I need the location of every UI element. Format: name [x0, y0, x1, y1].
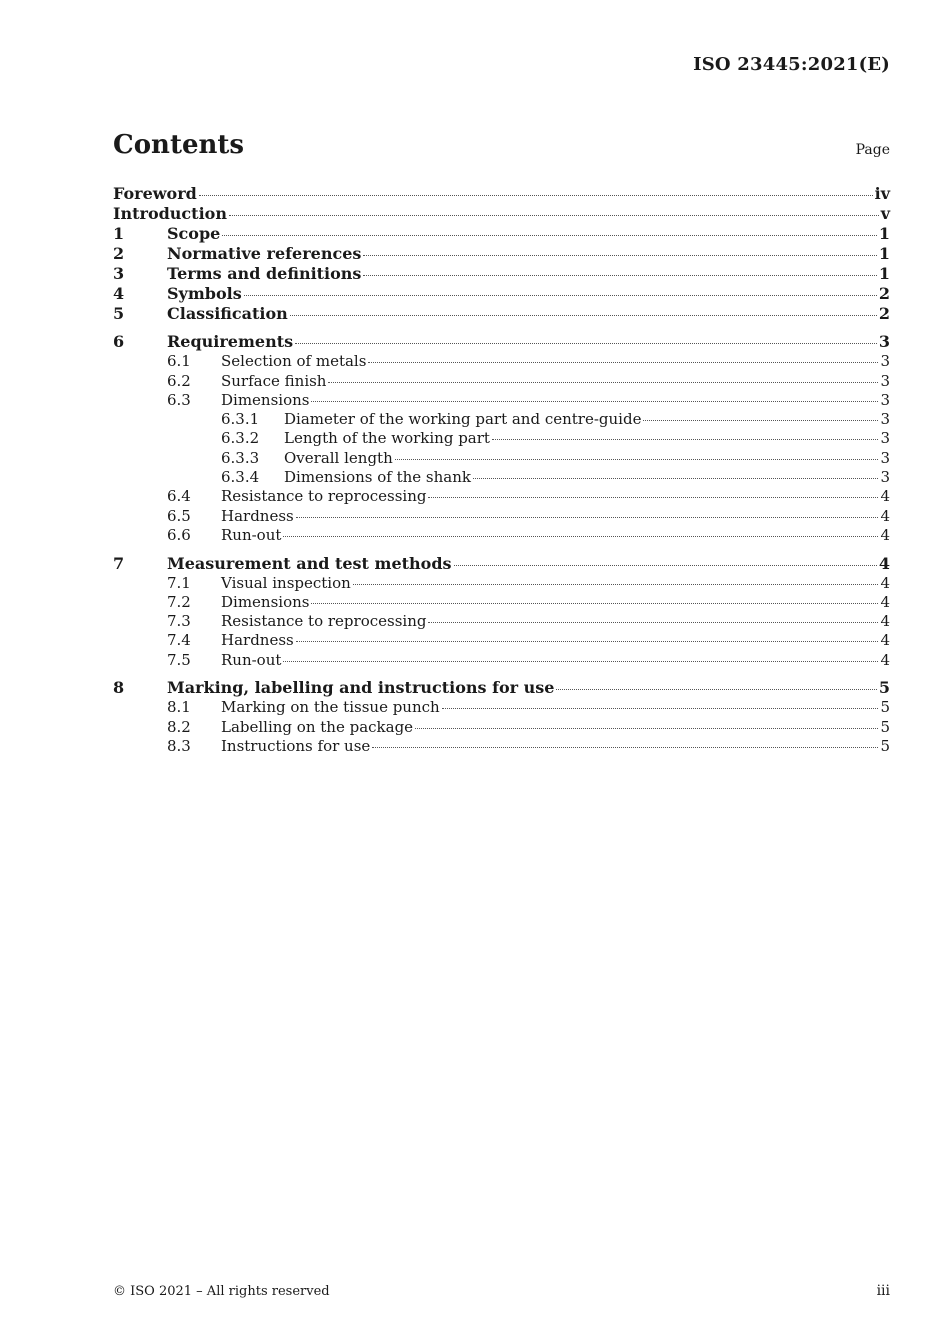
dot-leader	[643, 420, 878, 421]
dot-leader	[353, 584, 879, 585]
toc-entry[interactable]	[113, 651, 890, 670]
toc-entry[interactable]	[113, 264, 890, 284]
toc-entry-number: 6.3.2	[221, 429, 260, 448]
toc-entry-page: 3	[880, 468, 890, 487]
toc-entry-page: 3	[880, 352, 890, 371]
toc-entry-page: 2	[878, 304, 890, 323]
toc-entry-page: 3	[878, 332, 890, 352]
toc-entry-page: 5	[878, 678, 890, 698]
toc-entry-number: 7.3	[167, 612, 191, 631]
dot-leader	[473, 478, 878, 479]
dot-leader	[556, 689, 876, 690]
toc-entry-page: 4	[880, 650, 890, 669]
toc-entry[interactable]	[113, 332, 890, 352]
toc-entry-page: 5	[880, 736, 890, 755]
dot-leader	[368, 362, 878, 363]
toc-entry[interactable]	[113, 678, 890, 698]
dot-leader	[283, 536, 878, 537]
dot-leader	[395, 459, 879, 460]
toc-entry[interactable]	[113, 304, 890, 324]
toc-entry-title: Hardness	[221, 506, 294, 525]
toc-entry-number: 8.3	[167, 736, 191, 755]
toc-entry-number: 6.2	[167, 371, 191, 390]
toc-entry[interactable]	[113, 184, 890, 204]
toc-entry[interactable]	[113, 352, 890, 371]
toc-entry-title: Instructions for use	[221, 736, 371, 755]
dot-leader	[296, 641, 879, 642]
toc-entry-title: Terms and definitions	[167, 264, 362, 283]
dot-leader	[283, 661, 878, 662]
toc-entry-number: 1	[113, 224, 125, 243]
toc-entry-title: Scope	[167, 224, 221, 243]
toc-entry-number: 6.4	[167, 487, 191, 506]
toc-entry-page: 4	[880, 525, 890, 544]
toc-entry-title: Symbols	[167, 284, 242, 303]
toc-entry[interactable]	[113, 737, 890, 756]
toc-entry-title: Length of the working part	[284, 429, 490, 448]
page-number: iii	[876, 1283, 890, 1299]
toc-entry-page: 3	[880, 448, 890, 467]
toc-entry[interactable]	[113, 224, 890, 244]
toc-entry[interactable]	[113, 554, 890, 574]
toc-entry-title: Diameter of the working part and centre-guide	[284, 410, 642, 429]
toc-entry[interactable]	[113, 631, 890, 650]
toc-entry-title: Resistance to reprocessing	[221, 487, 427, 506]
dot-leader	[442, 708, 879, 709]
dot-leader	[311, 401, 878, 402]
toc-entry[interactable]	[113, 244, 890, 264]
toc-entry[interactable]	[113, 574, 890, 593]
toc-entry[interactable]	[113, 204, 890, 224]
toc-entry-number: 6.3.1	[221, 410, 260, 429]
toc-entry-page: iv	[874, 184, 890, 203]
table-of-contents	[113, 184, 890, 756]
page-title: Contents	[113, 130, 245, 160]
toc-entry-title: Marking, labelling and instructions for use	[167, 678, 555, 698]
toc-entry-title: Run-out	[221, 525, 282, 544]
toc-entry-title: Classification	[167, 304, 288, 323]
toc-entry[interactable]	[113, 449, 890, 468]
toc-entry-number: 7.2	[167, 592, 191, 611]
toc-entry[interactable]	[113, 284, 890, 304]
toc-entry-number: 6.3	[167, 390, 191, 409]
page-column-label: Page	[855, 142, 890, 158]
toc-entry-page: 3	[880, 410, 890, 429]
copyright-notice: © ISO 2021 – All rights reserved	[113, 1284, 330, 1299]
toc-entry[interactable]	[113, 698, 890, 717]
toc-entry-number: 4	[113, 284, 125, 303]
toc-entry-page: 4	[880, 506, 890, 525]
toc-entry-page: 5	[880, 698, 890, 717]
toc-entry-number: 6.5	[167, 506, 191, 525]
dot-leader	[229, 215, 879, 216]
toc-entry-page: 4	[880, 573, 890, 592]
toc-entry[interactable]	[113, 612, 890, 631]
toc-entry-title: Resistance to reprocessing	[221, 612, 427, 631]
toc-entry-title: Visual inspection	[221, 573, 351, 592]
toc-entry[interactable]	[113, 487, 890, 506]
toc-entry-number: 3	[113, 264, 125, 283]
toc-entry-title: Measurement and test methods	[167, 553, 452, 573]
toc-entry-title: Surface finish	[221, 371, 327, 390]
toc-entry-title: Normative references	[167, 244, 362, 263]
document-id: ISO 23445:2021(E)	[693, 54, 890, 75]
dot-leader	[290, 315, 877, 316]
toc-entry-page: 4	[880, 612, 890, 631]
dot-leader	[295, 343, 877, 344]
dot-leader	[363, 275, 876, 276]
toc-entry[interactable]	[113, 526, 890, 545]
dot-leader	[328, 382, 878, 383]
toc-entry-page: 4	[880, 487, 890, 506]
toc-entry-title: Dimensions	[221, 390, 310, 409]
toc-entry-number: 7.4	[167, 631, 191, 650]
toc-entry-page: 1	[878, 264, 890, 283]
toc-entry[interactable]	[113, 410, 890, 429]
toc-entry-number: 2	[113, 244, 125, 263]
toc-entry-title: Overall length	[284, 448, 393, 467]
toc-entry-title: Hardness	[221, 631, 294, 650]
toc-entry[interactable]	[113, 468, 890, 487]
dot-leader	[363, 255, 876, 256]
toc-entry-title: Foreword	[113, 184, 197, 203]
dot-leader	[244, 295, 877, 296]
toc-entry[interactable]	[113, 718, 890, 737]
dot-leader	[492, 439, 879, 440]
toc-entry-number: 5	[113, 304, 125, 323]
toc-entry-page: 4	[880, 631, 890, 650]
toc-entry-page: 3	[880, 429, 890, 448]
toc-entry[interactable]	[113, 372, 890, 391]
dot-leader	[199, 195, 873, 196]
toc-entry-title: Introduction	[113, 204, 227, 223]
toc-entry-number: 6.6	[167, 525, 191, 544]
dot-leader	[311, 603, 878, 604]
toc-entry-number: 6.3.3	[221, 448, 260, 467]
toc-entry-title: Marking on the tissue punch	[221, 698, 440, 717]
dot-leader	[428, 497, 878, 498]
toc-entry-page: v	[880, 204, 890, 223]
toc-entry-number: 6.3.4	[221, 468, 260, 487]
toc-entry-page: 1	[878, 244, 890, 263]
toc-entry-title: Dimensions	[221, 592, 310, 611]
toc-entry-number: 7	[113, 553, 125, 573]
dot-leader	[372, 747, 878, 748]
toc-entry-page: 2	[878, 284, 890, 303]
toc-entry[interactable]	[113, 507, 890, 526]
dot-leader	[415, 728, 878, 729]
toc-entry[interactable]	[113, 391, 890, 410]
toc-entry-number: 6.1	[167, 352, 191, 371]
dot-leader	[296, 517, 879, 518]
toc-entry-page: 1	[878, 224, 890, 243]
dot-leader	[454, 565, 877, 566]
toc-entry-page: 5	[880, 717, 890, 736]
toc-entry-title: Labelling on the package	[221, 717, 414, 736]
toc-entry-page: 4	[878, 553, 890, 573]
toc-entry-title: Dimensions of the shank	[284, 468, 471, 487]
dot-leader	[428, 622, 878, 623]
toc-entry-page: 4	[880, 592, 890, 611]
toc-entry-number: 8.2	[167, 717, 191, 736]
toc-entry-number: 6	[113, 332, 125, 352]
toc-entry-title: Requirements	[167, 332, 294, 352]
toc-entry-number: 7.1	[167, 573, 191, 592]
toc-entry-page: 3	[880, 371, 890, 390]
toc-entry-number: 7.5	[167, 650, 191, 669]
toc-entry-number: 8	[113, 678, 125, 698]
toc-entry-title: Selection of metals	[221, 352, 367, 371]
dot-leader	[222, 235, 877, 236]
toc-entry[interactable]	[113, 593, 890, 612]
toc-entry-number: 8.1	[167, 698, 191, 717]
toc-entry-page: 3	[880, 390, 890, 409]
toc-entry-title: Run-out	[221, 650, 282, 669]
toc-entry[interactable]	[113, 429, 890, 448]
